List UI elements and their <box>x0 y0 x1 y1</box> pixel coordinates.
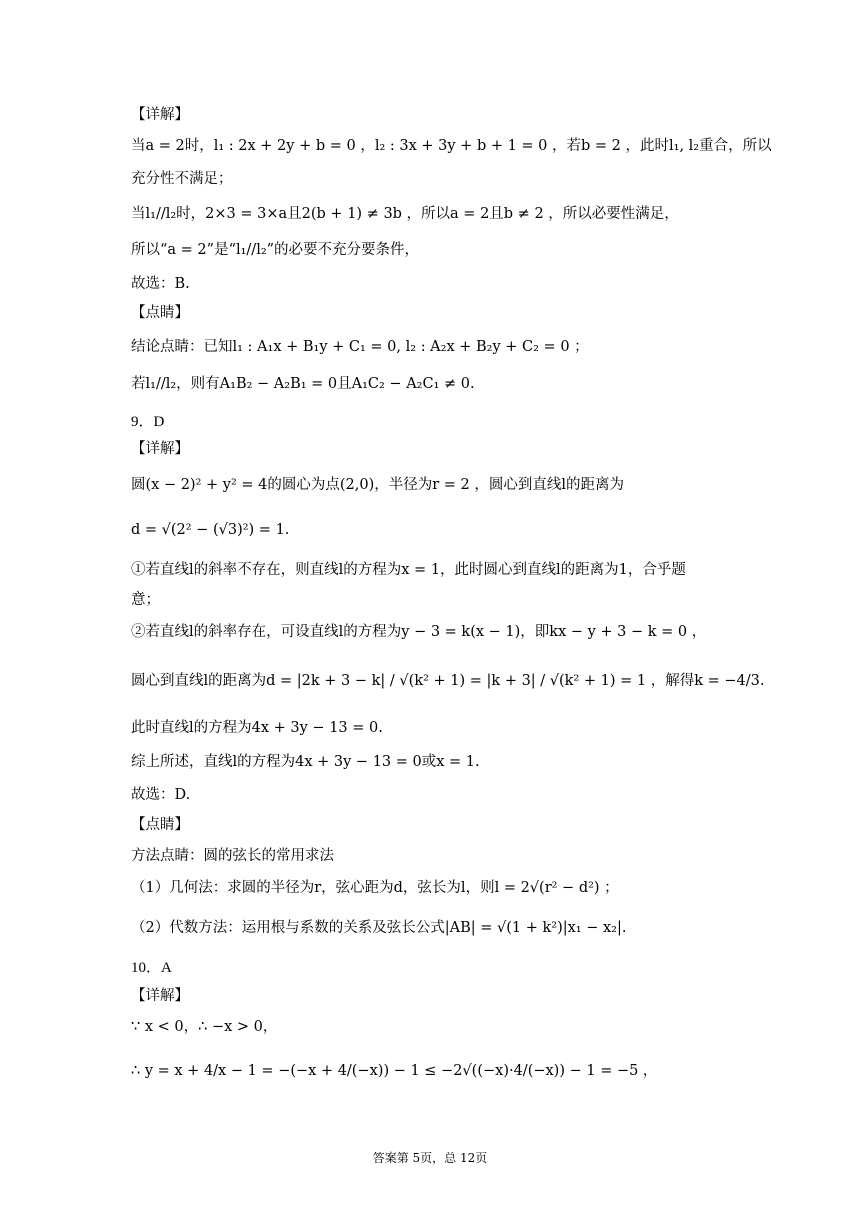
text-line: 综上所述，直线l的方程为4x + 3y − 13 = 0或x = 1. <box>131 754 480 770</box>
text-line: 此时直线l的方程为4x + 3y − 13 = 0. <box>131 720 383 736</box>
text-line: 若l₁//l₂，则有A₁B₂ − A₂B₁ = 0且A₁C₂ − A₂C₁ ≠ 0. <box>131 376 475 392</box>
text-line: 当a = 2时，l₁ : 2x + 2y + b = 0 ，l₂ : 3x + 3y + b + 1 = 0 ，若b = 2 ，此时l₁, l₂重合，所以 <box>131 138 772 154</box>
heading-remark-1: 【点睛】 <box>131 305 189 321</box>
text-line: ①若直线l的斜率不存在，则直线l的方程为x = 1，此时圆心到直线l的距离为1，合乎题 <box>131 562 686 578</box>
answer-choice: 故选：B. <box>131 276 190 292</box>
formula-line: （1）几何法：求圆的半径为r，弦心距为d，弦长为l，则l = 2√(r² − d²) ； <box>131 880 619 896</box>
heading-detail-1: 【详解】 <box>131 107 189 123</box>
answer-choice: 故选：D. <box>131 787 191 803</box>
text-line: 所以“a = 2”是“l₁//l₂”的必要不充分要条件， <box>131 242 420 258</box>
text-line: ②若直线l的斜率存在，可设直线l的方程为y − 3 = k(x − 1)，即kx − y + 3 − k = 0 ， <box>131 624 707 640</box>
text-line: 圆(x − 2)² + y² = 4的圆心为点(2,0)，半径为r = 2 ，圆心到直线l的距离为 <box>131 477 625 493</box>
heading-detail-2: 【详解】 <box>131 441 189 457</box>
formula-line: ∴ y = x + 4/x − 1 = −(−x + 4/(−x)) − 1 ≤ −2√((−x)·4/(−x)) − 1 = −5 ， <box>131 1063 658 1079</box>
text-line: ∵ x < 0，∴ −x > 0， <box>131 1019 278 1035</box>
formula-line: d = √(2² − (√3)²) = 1. <box>131 522 290 538</box>
text-line: 充分性不满足； <box>131 171 233 187</box>
question-number: 10．A <box>131 960 172 976</box>
text-line: 方法点睛：圆的弦长的常用求法 <box>131 848 334 864</box>
page-footer: 答案第 5页，总 12页 <box>372 1151 488 1165</box>
heading-remark-2: 【点睛】 <box>131 817 189 833</box>
text-line: 结论点睛：已知l₁ : A₁x + B₁y + C₁ = 0, l₂ : A₂x + B₂y + C₂ = 0 ； <box>131 339 589 355</box>
formula-line: （2）代数方法：运用根与系数的关系及弦长公式|AB| = √(1 + k²)|x₁ − x₂|. <box>131 920 627 936</box>
formula-line: 圆心到直线l的距离为d = |2k + 3 − k| / √(k² + 1) = |k + 3| / √(k² + 1) = 1 ，解得k = −4/3. <box>131 673 765 689</box>
text-line: 当l₁//l₂时，2×3 = 3×a且2(b + 1) ≠ 3b ，所以a = 2且b ≠ 2 ，所以必要性满足， <box>131 206 679 222</box>
text-line: 意； <box>131 592 160 608</box>
heading-detail-3: 【详解】 <box>131 988 189 1004</box>
question-number: 9．D <box>131 414 165 430</box>
